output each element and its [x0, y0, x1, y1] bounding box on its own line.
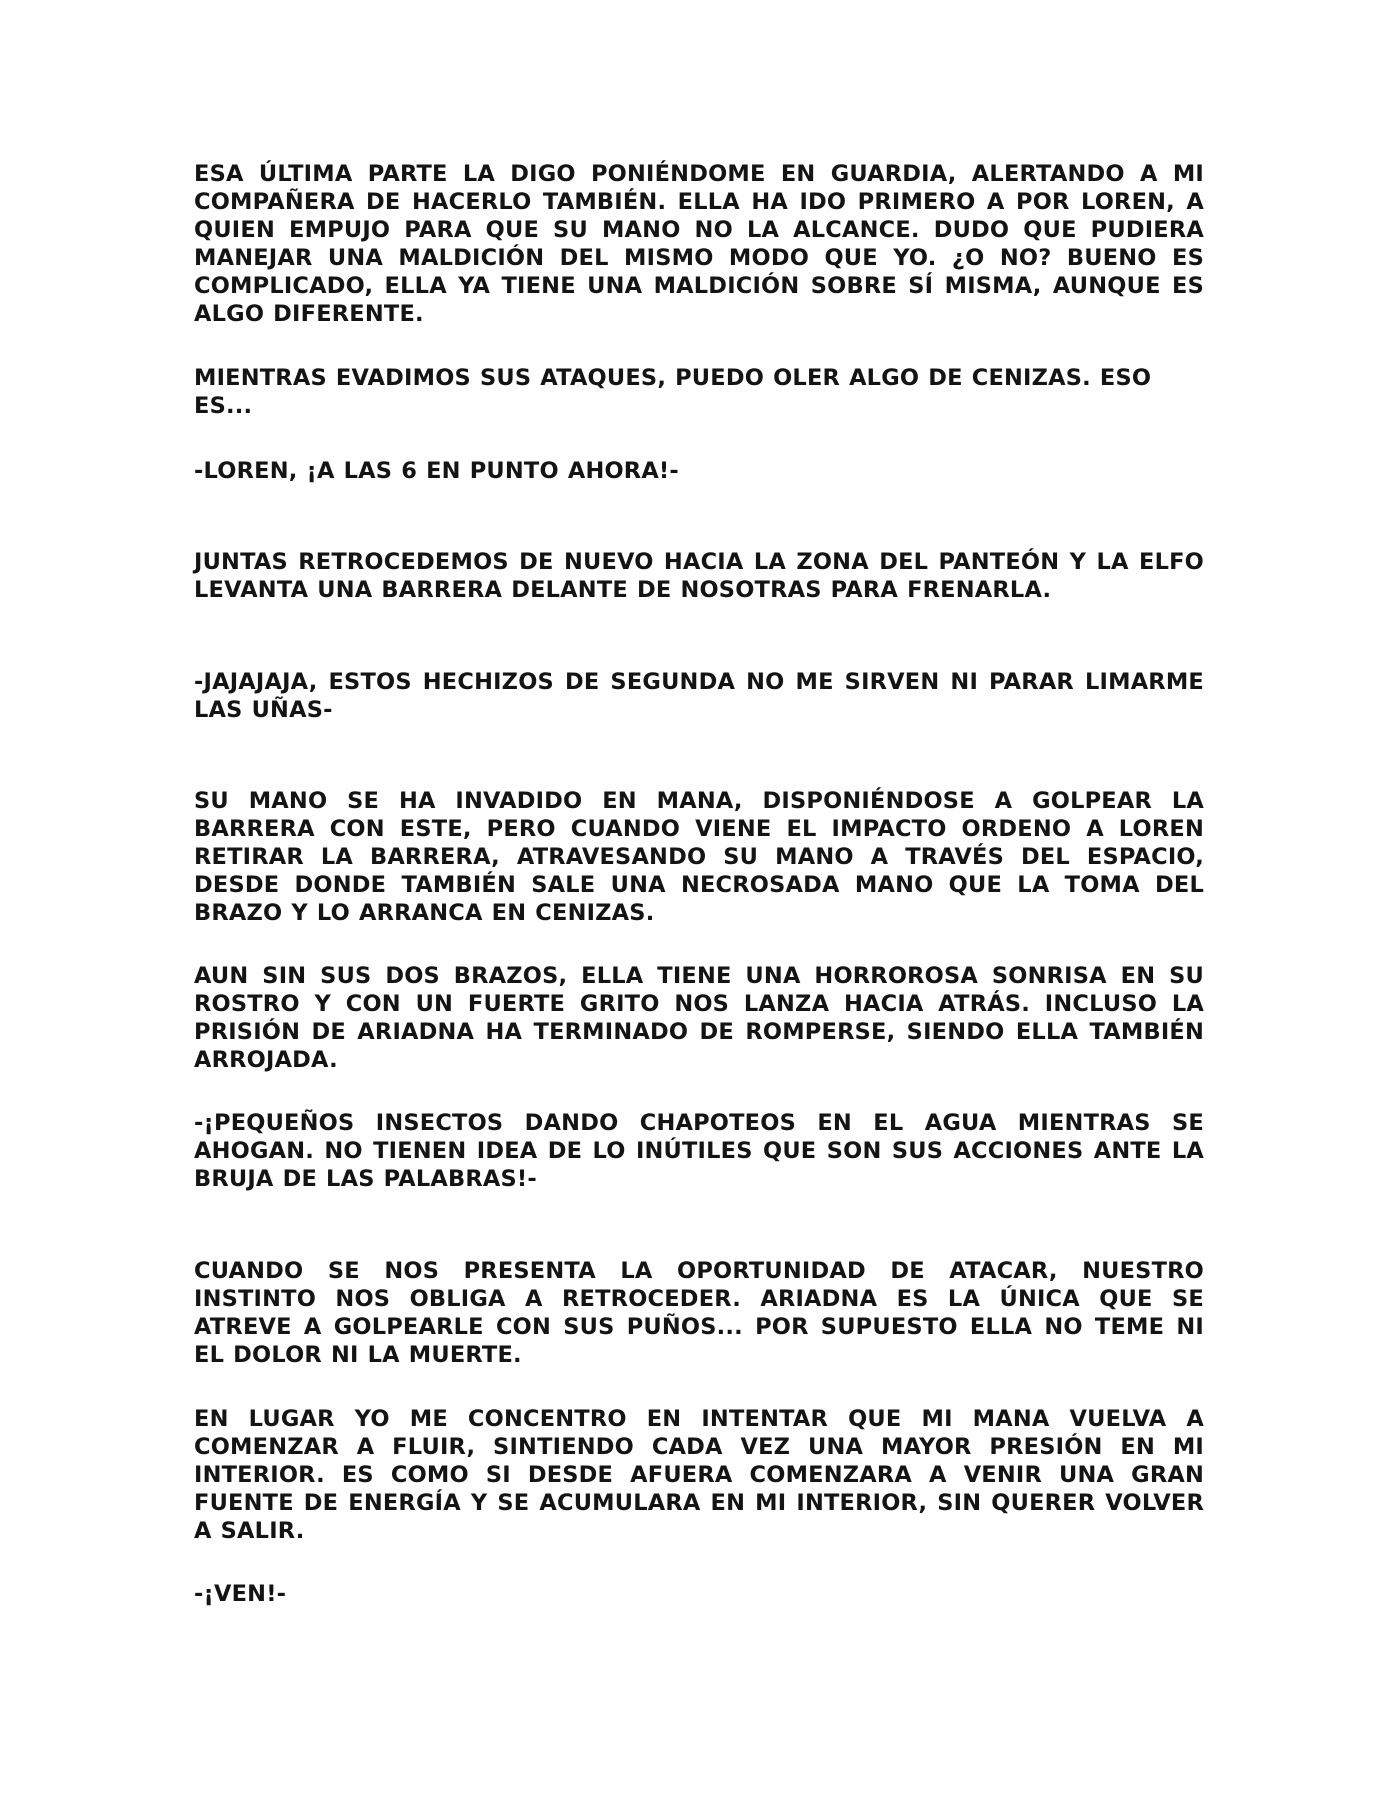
paragraph-2: MIENTRAS EVADIMOS SUS ATAQUES, PUEDO OLER ALGO DE CENIZAS. ESO ES... [194, 365, 1152, 419]
paragraph-6: SU MANO SE HA INVADIDO EN MANA, DISPONIÉNDOSE A GOLPEAR LA BARRERA CON ESTE, PERO CUANDO VIENE EL IMPACTO ORDENO A LOREN RETIRAR LA BARRERA, ATRAVESANDO SU MANO A TRAVÉS DEL ESPACIO, DESDE DONDE TAMBIÉN SALE UNA NECROSADA MANO QUE LA TOMA DEL BRAZO Y LO ARRANCA EN CENIZAS. [194, 788, 1204, 926]
paragraph-1: ESA ÚLTIMA PARTE LA DIGO PONIÉNDOME EN GUARDIA, ALERTANDO A MI COMPAÑERA DE HACERLO TAMBIÉN. ELLA HA IDO PRIMERO A POR LOREN, A QUIEN EMPUJO PARA QUE SU MANO NO LA ALCANCE. DUDO QUE PUDIERA MANEJAR UNA MALDICIÓN DEL MISMO MODO QUE YO. ¿O NO? BUENO ES COMPLICADO, ELLA YA TIENE UNA MALDICIÓN SOBRE SÍ MISMA, AUNQUE ES ALGO DIFERENTE. [194, 161, 1204, 327]
paragraph-11: -¡VEN!- [194, 1581, 287, 1607]
paragraph-9: CUANDO SE NOS PRESENTA LA OPORTUNIDAD DE ATACAR, NUESTRO INSTINTO NOS OBLIGA A RETROCEDER. ARIADNA ES LA ÚNICA QUE SE ATREVE A GOLPEARLE CON SUS PUÑOS... POR SUPUESTO ELLA NO TEME NI EL DOLOR NI LA MUERTE. [194, 1258, 1204, 1368]
paragraph-7: AUN SIN SUS DOS BRAZOS, ELLA TIENE UNA HORROROSA SONRISA EN SU ROSTRO Y CON UN FUERTE GRITO NOS LANZA HACIA ATRÁS. INCLUSO LA PRISIÓN DE ARIADNA HA TERMINADO DE ROMPERSE, SIENDO ELLA TAMBIÉN ARROJADA. [194, 963, 1204, 1073]
paragraph-8: -¡PEQUEÑOS INSECTOS DANDO CHAPOTEOS EN EL AGUA MIENTRAS SE AHOGAN. NO TIENEN IDEA DE LO INÚTILES QUE SON SUS ACCIONES ANTE LA BRUJA DE LAS PALABRAS!- [194, 1110, 1204, 1192]
paragraph-10: EN LUGAR YO ME CONCENTRO EN INTENTAR QUE MI MANA VUELVA A COMENZAR A FLUIR, SINTIENDO CADA VEZ UNA MAYOR PRESIÓN EN MI INTERIOR. ES COMO SI DESDE AFUERA COMENZARA A VENIR UNA GRAN FUENTE DE ENERGÍA Y SE ACUMULARA EN MI INTERIOR, SIN QUERER VOLVER A SALIR. [194, 1406, 1204, 1544]
paragraph-3: -LOREN, ¡A LAS 6 EN PUNTO AHORA!- [194, 458, 679, 484]
paragraph-5: -JAJAJAJA, ESTOS HECHIZOS DE SEGUNDA NO ME SIRVEN NI PARAR LIMARME LAS UÑAS- [194, 669, 1204, 723]
paragraph-4: JUNTAS RETROCEDEMOS DE NUEVO HACIA LA ZONA DEL PANTEÓN Y LA ELFO LEVANTA UNA BARRERA DELANTE DE NOSOTRAS PARA FRENARLA. [194, 549, 1204, 603]
